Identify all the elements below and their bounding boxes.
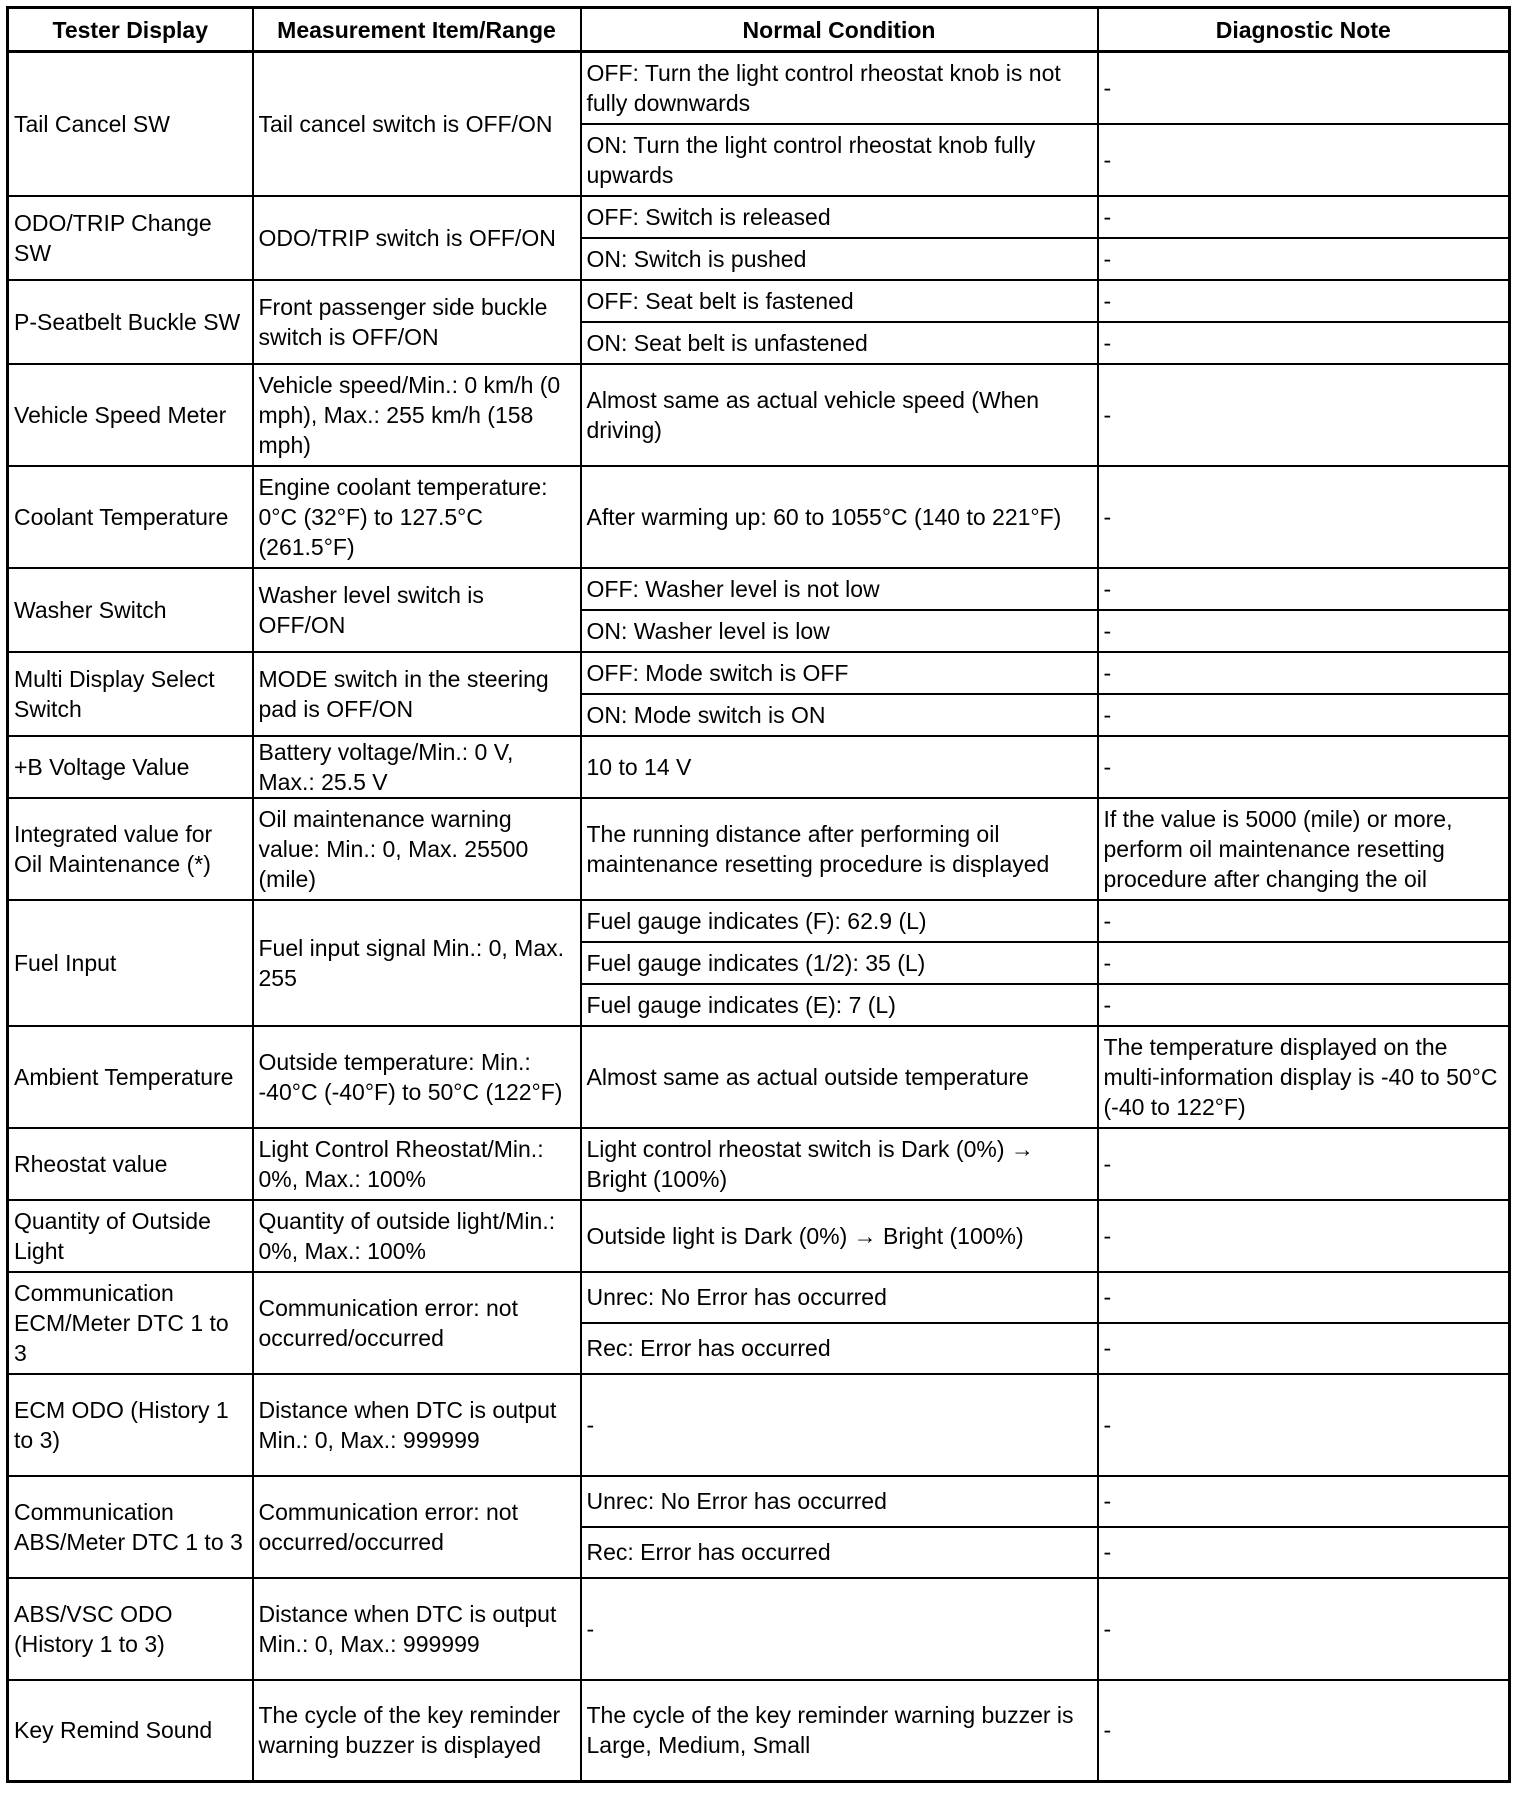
tester-display-cell: Fuel Input [8, 900, 253, 1026]
table-row [8, 1578, 1510, 1680]
table-row [8, 1026, 1510, 1128]
table-row [8, 1272, 1510, 1323]
normal-condition-cell: After warming up: 60 to 1055°C (140 to 221°F) [581, 466, 1098, 568]
measurement-range-cell: Outside temperature: Min.: -40°C (-40°F) to 50°C (122°F) [253, 1026, 581, 1128]
tester-display-cell: Communication ABS/Meter DTC 1 to 3 [8, 1476, 253, 1578]
tester-display-cell: Ambient Temperature [8, 1026, 253, 1128]
diagnostic-note-cell: The temperature displayed on the multi-information display is -40 to 50°C (-40 to 122°F) [1098, 1026, 1510, 1128]
normal-condition-cell: Unrec: No Error has occurred [581, 1272, 1098, 1323]
normal-condition-cell: The cycle of the key reminder warning buzzer is Large, Medium, Small [581, 1680, 1098, 1782]
diagnostic-note-cell: - [1098, 1374, 1510, 1476]
measurement-range-cell: The cycle of the key reminder warning buzzer is displayed [253, 1680, 581, 1782]
table-row [8, 1200, 1510, 1272]
normal-condition-cell: Outside light is Dark (0%) → Bright (100%) [581, 1200, 1098, 1272]
normal-condition-cell: ON: Mode switch is ON [581, 694, 1098, 736]
normal-condition-cell: Fuel gauge indicates (1/2): 35 (L) [581, 942, 1098, 984]
table-row [8, 1476, 1510, 1527]
table-row [8, 900, 1510, 942]
header-tester-display: Tester Display [8, 8, 253, 52]
measurement-range-cell: Light Control Rheostat/Min.: 0%, Max.: 100% [253, 1128, 581, 1200]
diagnostic-note-cell: - [1098, 238, 1510, 280]
normal-condition-cell: The running distance after performing oil maintenance resetting procedure is displayed [581, 798, 1098, 900]
diagnostic-note-cell: - [1098, 1578, 1510, 1680]
diagnostic-note-cell: If the value is 5000 (mile) or more, perform oil maintenance resetting procedure after changing the oil [1098, 798, 1510, 900]
normal-condition-cell: 10 to 14 V [581, 736, 1098, 798]
measurement-range-cell: Front passenger side buckle switch is OFF/ON [253, 280, 581, 364]
measurement-range-cell: MODE switch in the steering pad is OFF/ON [253, 652, 581, 736]
tester-display-cell: Multi Display Select Switch [8, 652, 253, 736]
diagnostic-note-cell: - [1098, 196, 1510, 238]
table-row [8, 798, 1510, 900]
diagnostic-note-cell: - [1098, 652, 1510, 694]
diagnostic-note-cell: - [1098, 1128, 1510, 1200]
normal-condition-cell: ON: Turn the light control rheostat knob fully upwards [581, 124, 1098, 196]
table-row [8, 736, 1510, 798]
measurement-range-cell: Tail cancel switch is OFF/ON [253, 52, 581, 196]
tester-display-cell: P-Seatbelt Buckle SW [8, 280, 253, 364]
header-normal-condition: Normal Condition [581, 8, 1098, 52]
normal-condition-cell: Fuel gauge indicates (F): 62.9 (L) [581, 900, 1098, 942]
measurement-range-cell: Battery voltage/Min.: 0 V, Max.: 25.5 V [253, 736, 581, 798]
table-row [8, 1680, 1510, 1782]
diagnostic-note-cell: - [1098, 1323, 1510, 1374]
table-row [8, 1128, 1510, 1200]
normal-condition-cell: ON: Switch is pushed [581, 238, 1098, 280]
tester-display-table [6, 6, 1511, 1783]
diagnostic-note-cell: - [1098, 364, 1510, 466]
table-body [8, 52, 1510, 1782]
diagnostic-note-cell: - [1098, 900, 1510, 942]
tester-display-cell: Washer Switch [8, 568, 253, 652]
table-row [8, 1374, 1510, 1476]
tester-display-cell: Vehicle Speed Meter [8, 364, 253, 466]
measurement-range-cell: Distance when DTC is output Min.: 0, Max.: 999999 [253, 1578, 581, 1680]
measurement-range-cell: Communication error: not occurred/occurred [253, 1476, 581, 1578]
diagnostic-note-cell: - [1098, 942, 1510, 984]
table-row [8, 364, 1510, 466]
tester-display-cell: Tail Cancel SW [8, 52, 253, 196]
normal-condition-cell: ON: Washer level is low [581, 610, 1098, 652]
table-row [8, 568, 1510, 610]
measurement-range-cell: Quantity of outside light/Min.: 0%, Max.: 100% [253, 1200, 581, 1272]
measurement-range-cell: Vehicle speed/Min.: 0 km/h (0 mph), Max.: 255 km/h (158 mph) [253, 364, 581, 466]
normal-condition-cell: OFF: Washer level is not low [581, 568, 1098, 610]
normal-condition-cell: OFF: Turn the light control rheostat knob is not fully downwards [581, 52, 1098, 124]
diagnostic-note-cell: - [1098, 322, 1510, 364]
table-row [8, 652, 1510, 694]
diagnostic-note-cell: - [1098, 1272, 1510, 1323]
normal-condition-cell: Light control rheostat switch is Dark (0%) → Bright (100%) [581, 1128, 1098, 1200]
normal-condition-cell: OFF: Seat belt is fastened [581, 280, 1098, 322]
measurement-range-cell: Fuel input signal Min.: 0, Max. 255 [253, 900, 581, 1026]
diagnostic-note-cell: - [1098, 1680, 1510, 1782]
tester-display-cell: ODO/TRIP Change SW [8, 196, 253, 280]
diagnostic-note-cell: - [1098, 124, 1510, 196]
measurement-range-cell: Communication error: not occurred/occurred [253, 1272, 581, 1374]
tester-display-cell: Key Remind Sound [8, 1680, 253, 1782]
tester-display-cell: Rheostat value [8, 1128, 253, 1200]
diagnostic-note-cell: - [1098, 280, 1510, 322]
normal-condition-cell: Rec: Error has occurred [581, 1323, 1098, 1374]
table-row [8, 280, 1510, 322]
tester-display-cell: Coolant Temperature [8, 466, 253, 568]
header-row [8, 8, 1510, 52]
diagnostic-note-cell: - [1098, 52, 1510, 124]
normal-condition-cell: Fuel gauge indicates (E): 7 (L) [581, 984, 1098, 1026]
tester-display-cell: Integrated value for Oil Maintenance (*) [8, 798, 253, 900]
normal-condition-cell: Almost same as actual outside temperature [581, 1026, 1098, 1128]
normal-condition-cell: Unrec: No Error has occurred [581, 1476, 1098, 1527]
diagnostic-note-cell: - [1098, 694, 1510, 736]
tester-display-cell: Quantity of Outside Light [8, 1200, 253, 1272]
normal-condition-cell: ON: Seat belt is unfastened [581, 322, 1098, 364]
normal-condition-cell: OFF: Mode switch is OFF [581, 652, 1098, 694]
table-row [8, 466, 1510, 568]
diagnostic-note-cell: - [1098, 610, 1510, 652]
measurement-range-cell: Oil maintenance warning value: Min.: 0, Max. 25500 (mile) [253, 798, 581, 900]
normal-condition-cell: - [581, 1374, 1098, 1476]
normal-condition-cell: Almost same as actual vehicle speed (When driving) [581, 364, 1098, 466]
diagnostic-note-cell: - [1098, 1200, 1510, 1272]
measurement-range-cell: Washer level switch is OFF/ON [253, 568, 581, 652]
diagnostic-note-cell: - [1098, 568, 1510, 610]
measurement-range-cell: Distance when DTC is output Min.: 0, Max.: 999999 [253, 1374, 581, 1476]
diagnostic-note-cell: - [1098, 736, 1510, 798]
normal-condition-cell: - [581, 1578, 1098, 1680]
diagnostic-note-cell: - [1098, 466, 1510, 568]
diagnostic-note-cell: - [1098, 984, 1510, 1026]
tester-display-cell: +B Voltage Value [8, 736, 253, 798]
tester-display-cell: ECM ODO (History 1 to 3) [8, 1374, 253, 1476]
table-row [8, 196, 1510, 238]
table-row [8, 52, 1510, 124]
diagnostic-note-cell: - [1098, 1476, 1510, 1527]
diagnostic-note-cell: - [1098, 1527, 1510, 1578]
tester-display-cell: Communication ECM/Meter DTC 1 to 3 [8, 1272, 253, 1374]
header-diagnostic-note: Diagnostic Note [1098, 8, 1510, 52]
header-measurement-item: Measurement Item/Range [253, 8, 581, 52]
normal-condition-cell: OFF: Switch is released [581, 196, 1098, 238]
normal-condition-cell: Rec: Error has occurred [581, 1527, 1098, 1578]
tester-display-cell: ABS/VSC ODO (History 1 to 3) [8, 1578, 253, 1680]
measurement-range-cell: Engine coolant temperature: 0°C (32°F) to 127.5°C (261.5°F) [253, 466, 581, 568]
measurement-range-cell: ODO/TRIP switch is OFF/ON [253, 196, 581, 280]
